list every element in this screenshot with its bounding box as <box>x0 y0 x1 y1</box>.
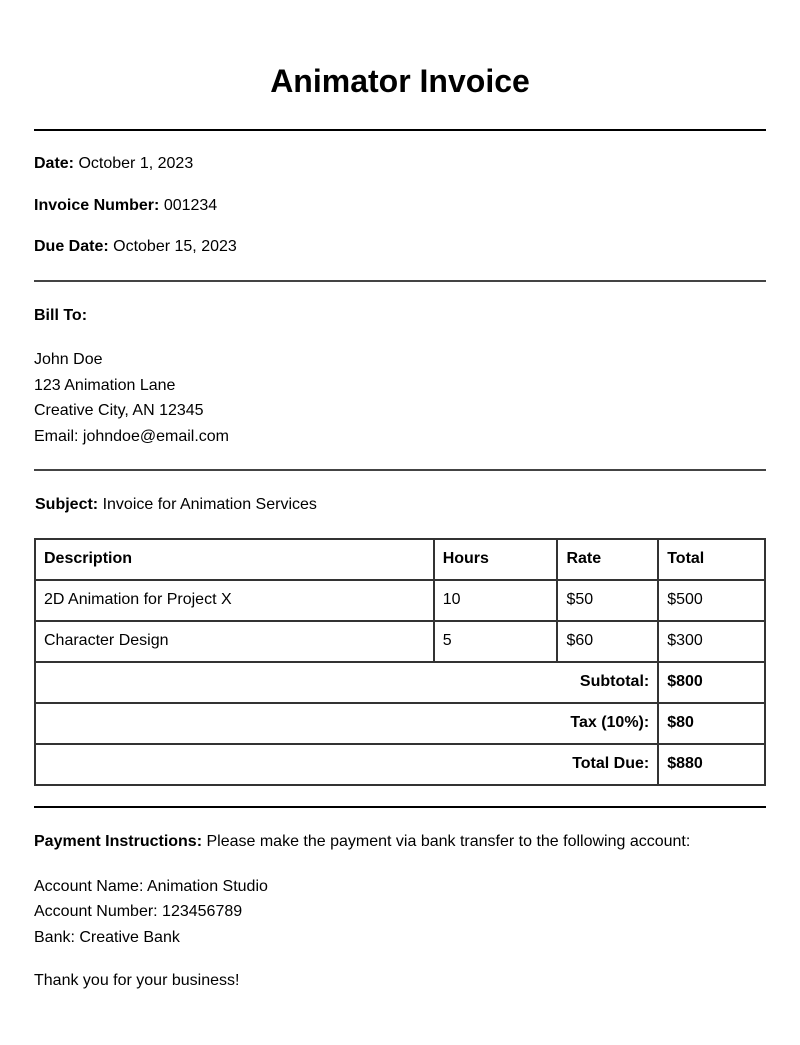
table-row <box>35 621 765 662</box>
column-header-total: Total <box>658 539 765 580</box>
total-due-row <box>35 744 765 785</box>
due-date-value: October 15, 2023 <box>113 238 237 255</box>
tax-label: Tax (10%): <box>35 703 658 744</box>
bank-name: Bank: Creative Bank <box>34 928 180 946</box>
item-hours: 10 <box>434 580 558 621</box>
subtotal-value: $800 <box>658 662 765 703</box>
payment-text: Please make the payment via bank transfer to the following account: <box>206 832 691 850</box>
date-line <box>34 154 766 174</box>
item-total: $500 <box>658 580 765 621</box>
due-date-line <box>34 237 766 257</box>
invoice-number-line <box>34 196 766 216</box>
subject-label: Subject: <box>35 495 99 513</box>
payment-label: Payment Instructions: <box>34 832 203 850</box>
client-address-line1: 123 Animation Lane <box>34 376 176 394</box>
total-due-label: Total Due: <box>35 744 658 785</box>
tax-value: $80 <box>658 703 765 744</box>
bill-to-label: Bill To: <box>34 307 88 324</box>
invoice-number-label: Invoice Number: <box>34 197 160 214</box>
date-label: Date: <box>34 155 75 172</box>
item-hours: 5 <box>434 621 558 662</box>
subject-value: Invoice for Animation Services <box>102 495 317 513</box>
bill-to-section <box>34 306 766 450</box>
due-date-label: Due Date: <box>34 238 109 255</box>
subtotal-label: Subtotal: <box>35 662 658 703</box>
bank-details <box>34 874 766 951</box>
column-header-description: Description <box>35 539 434 580</box>
client-email: Email: johndoe@email.com <box>34 428 229 446</box>
client-address-line2: Creative City, AN 12345 <box>34 402 204 420</box>
item-description: Character Design <box>35 621 434 662</box>
item-total: $300 <box>658 621 765 662</box>
column-header-hours: Hours <box>434 539 558 580</box>
bill-to-heading <box>34 306 766 326</box>
divider <box>34 129 766 131</box>
line-items-table <box>34 538 766 786</box>
closing-message: Thank you for your business! <box>34 972 240 990</box>
invoice-title: Animator Invoice <box>270 63 530 99</box>
column-header-rate: Rate <box>557 539 658 580</box>
payment-section <box>34 832 766 951</box>
account-name: Account Name: Animation Studio <box>34 877 268 895</box>
divider <box>34 469 766 471</box>
subject-line <box>34 495 766 515</box>
table-header-row <box>35 539 765 580</box>
item-description: 2D Animation for Project X <box>35 580 434 621</box>
divider <box>34 806 766 808</box>
item-rate: $50 <box>557 580 658 621</box>
item-rate: $60 <box>557 621 658 662</box>
tax-row <box>35 703 765 744</box>
payment-instructions <box>34 832 766 852</box>
date-value: October 1, 2023 <box>78 155 194 172</box>
invoice-number-value: 001234 <box>163 197 218 214</box>
table-row <box>35 580 765 621</box>
divider <box>34 280 766 282</box>
client-name: John Doe <box>34 351 103 368</box>
total-due-value: $880 <box>658 744 765 785</box>
account-number: Account Number: 123456789 <box>34 903 243 921</box>
bill-to-address <box>34 347 766 450</box>
subtotal-row <box>35 662 765 703</box>
invoice-meta <box>34 154 766 257</box>
